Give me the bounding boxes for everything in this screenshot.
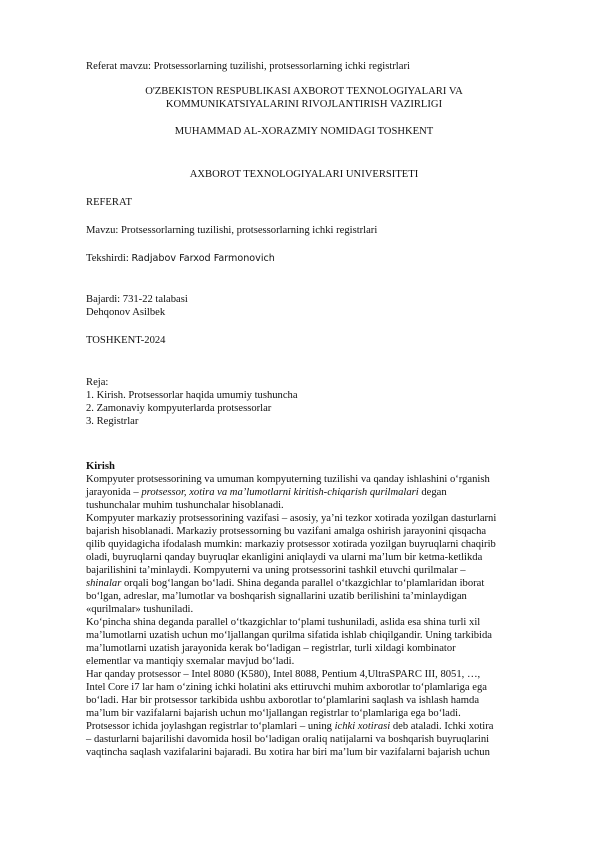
plan-item: 1. Kirish. Protsessorlar haqida umumiy tushuncha: [86, 390, 298, 401]
plan-item: 3. Registrlar: [86, 416, 139, 427]
plan-item: 2. Zamonaviy kompyuterlarda protsessorlar: [86, 403, 272, 414]
intro-line: Har qanday protsessor – Intel 8080 (K580), Intel 8088, Pentium 4,UltraSPARC III, 8051, …,: [86, 669, 481, 680]
intro-line: ma’lum bir vazifalarni bajarish uchun mo‘ljallangan registrlar to‘plamlariga ega bo‘ladi.: [86, 708, 461, 719]
topic-header: Referat mavzu: Protsessorlarning tuzilishi, protsessorlarning ichki registrlari: [86, 61, 410, 72]
checked-by-label: Tekshirdi:: [86, 253, 132, 264]
subject-line: Mavzu: Protsessorlarning tuzilishi, protsessorlarning ichki registrlari: [86, 225, 378, 236]
intro-section: [86, 460, 522, 759]
ministry-line-1: O'ZBEKISTON RESPUBLIKASI AXBOROT TEXNOLOGIYALARI VA: [145, 86, 463, 97]
intro-line: bo‘lgan, adreslar, ma’lumotlar va boshqarish signallarini uzatib berilishini ta’minlaydigan: [86, 591, 467, 602]
intro-line: ma’lumotlarni uzatish jarayonida kerak bo‘ladigan – registrlar, turli xildagi kombinator: [86, 643, 456, 654]
plan-section: [86, 376, 522, 428]
ministry-line-2: KOMMUNIKATSIYALARINI RIVOJLANTIRISH VAZIRLIGI: [165, 99, 443, 110]
intro-emphasis: protsessor, xotira va ma’lumotlarni kiritish-chiqarish qurilmalari: [141, 487, 419, 498]
intro-line: Kompyuter protsessorining va umuman kompyuterning tuzilishi va qanday ishlashini o‘rganish: [86, 474, 490, 485]
intro-line: tushunchalar muhim tushunchalar hisoblanadi.: [86, 500, 284, 511]
checked-by: [86, 252, 522, 265]
intro-line: bo‘ladi. Har bir protsessor tarkibida ushbu axborotlar to‘plamlarini saqlash va ishlash hamda: [86, 695, 480, 706]
university-line-1: MUHAMMAD AL-XORAZMIY NOMIDAGI TOSHKENT: [174, 126, 434, 137]
intro-line: – dasturlarni bajarilishi davomida hosil bo‘ladigan oraliq natijalarni va boshqarish buyruqlarini: [86, 734, 490, 745]
intro-line: Intel Core i7 lar ham o‘zining ichki holatini aks ettiruvchi muhim axborotlar to‘plamlariga ega: [86, 682, 487, 693]
intro-line: bajarilishini ta’minlaydi. Kompyuterni va uning protsessorini tashkil etuvchi qurilmalar –: [86, 565, 466, 576]
intro-line: elementlar va mantiqiy sxemalar mavjud bo‘ladi.: [86, 656, 295, 667]
intro-line: oladi, buyruqlarni qanday buyruqlar ekanligini aniqlaydi va ularni ma’lum bir ketma-ketlikda: [86, 552, 483, 563]
intro-heading: Kirish: [86, 461, 115, 472]
intro-line: shinalar orqali bog‘langan bo‘ladi. Shina deganda parallel o‘tkazgichlar to‘plamlaridan iborat: [86, 578, 485, 589]
intro-line: jarayonida – protsessor, xotira va ma’lumotlarni kiritish-chiqarish qurilmalari degan: [86, 487, 447, 498]
doc-type: REFERAT: [86, 197, 132, 208]
intro-line: Ko‘pincha shina deganda parallel o‘tkazgichlar to‘plami tushuniladi, aslida esa shina turli xil: [86, 617, 481, 628]
intro-line: bajarish hisoblanadi. Markaziy protsessorning bu vazifani amalga oshirish jarayonini qisqacha: [86, 526, 487, 537]
intro-line: Kompyuter markaziy protsessorining vazifasi – asosiy, ya’ni tezkor xotirada yozilgan dasturlarni: [86, 513, 497, 524]
city-year: TOSHKENT-2024: [86, 335, 166, 346]
university-line-2: AXBOROT TEXNOLOGIYALARI UNIVERSITETI: [189, 169, 419, 180]
done-by-line-1: Bajardi: 731-22 talabasi: [86, 294, 188, 305]
intro-emphasis: shinalar: [86, 578, 122, 589]
done-by-line-2: Dehqonov Asilbek: [86, 307, 166, 318]
intro-line: Protsessor ichida joylashgan registrlar to‘plamlari – uning ichki xotirasi deb ataladi. Ichki xotira: [86, 721, 494, 732]
intro-emphasis: ichki xotirasi: [334, 721, 391, 732]
intro-line: «qurilmalar» tushuniladi.: [86, 604, 194, 615]
intro-line: vaqtincha saqlash vazifalarini bajaradi. Bu xotira har biri ma’lum bir vazifalarni bajarish uchun: [86, 747, 490, 758]
checked-by-name: Radjabov Farxod Farmonovich: [131, 253, 275, 264]
intro-line: ma’lumotlarni uzatish uchun mo‘ljallangan qurilma sifatida ishlab chiqilgandir. Uning tarkibida: [86, 630, 492, 641]
plan-title: Reja:: [86, 377, 109, 388]
intro-line: qilib quyidagicha ifodalash mumkin: markaziy protsessor xotirada yozilgan buyruqlarni chaqirib: [86, 539, 496, 550]
